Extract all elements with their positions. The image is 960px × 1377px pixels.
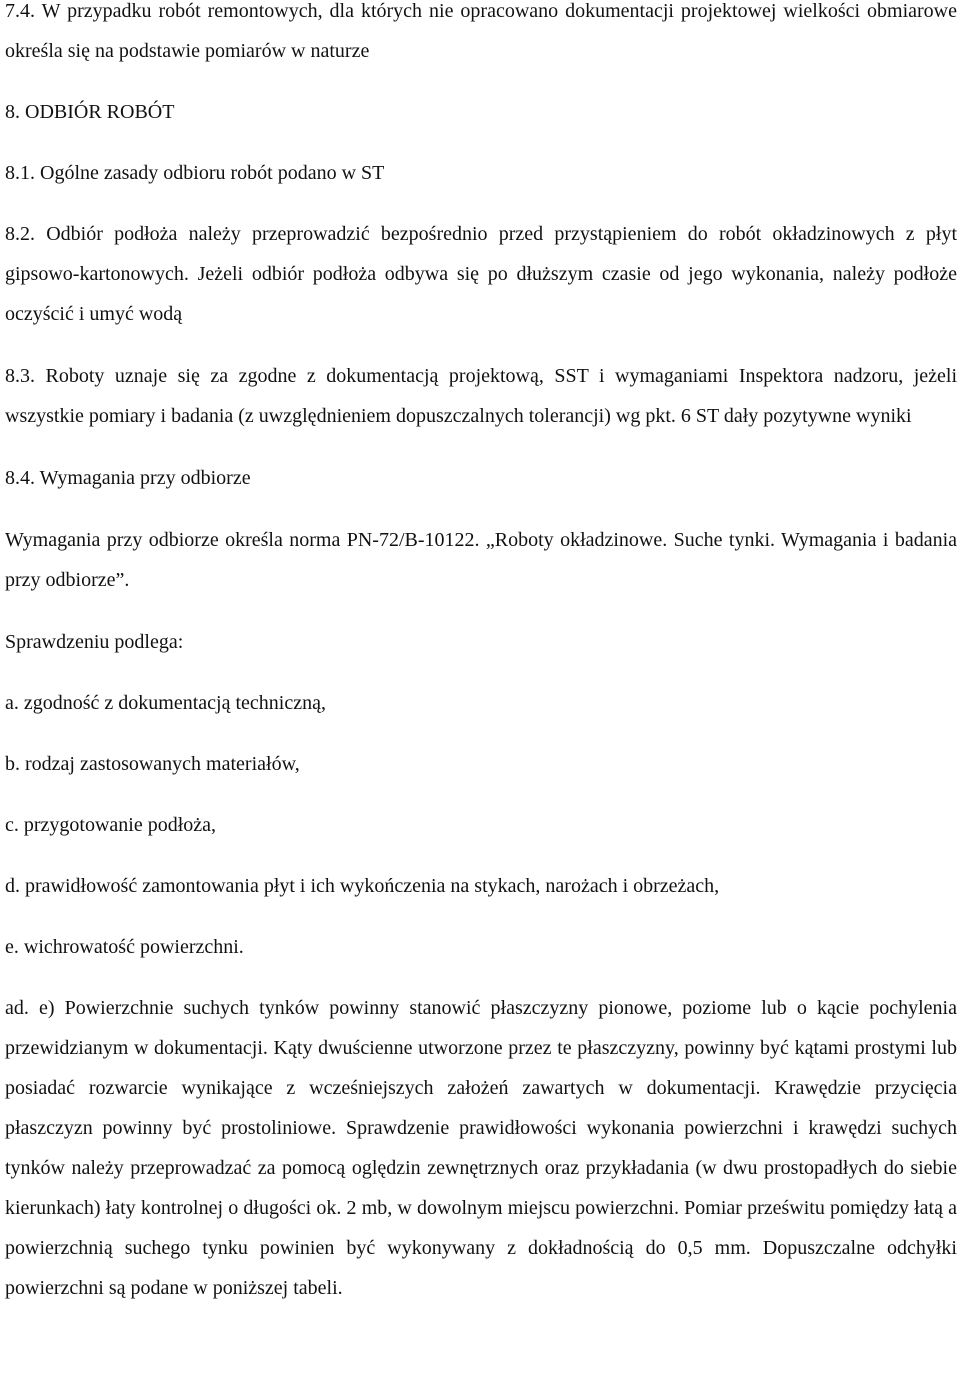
list-item-b: b. rodzaj zastosowanych materiałów, — [5, 753, 300, 775]
list-item-a: a. zgodność z dokumentacją techniczną, — [5, 692, 326, 714]
paragraph-7-4: 7.4. W przypadku robót remontowych, dla których nie opracowano dokumentacji projektowej wielkości obmiarowe określa się na podstawie pomiarów w naturze — [5, 0, 957, 62]
paragraph-sprawdzeniu: Sprawdzeniu podlega: — [5, 631, 184, 653]
list-item-c: c. przygotowanie podłoża, — [5, 814, 217, 836]
section-heading-8: 8. ODBIÓR ROBÓT — [5, 101, 175, 123]
paragraph-8-3: 8.3. Roboty uznaje się za zgodne z dokumentacją projektową, SST i wymaganiami Inspektora nadzoru, jeżeli wszystkie pomiary i badania (z uwzględnieniem dopuszczalnych tolerancji) wg pkt. 6 ST dały pozytywne wyniki — [5, 365, 957, 427]
document-page — [5, 0, 957, 1308]
paragraph-ad-e: ad. e) Powierzchnie suchych tynków powinny stanowić płaszczyzny pionowe, poziome lub o kącie pochylenia przewidzianym w dokumentacji. Kąty dwuścienne utworzone przez te płaszczyzny, powinny być kątami prostymi lub posiadać rozwarcie wynikające z wcześniejszych założeń zawartych w dokumentacji. Krawędzie przycięcia płaszczyzn powinny być prostoliniowe. Sprawdzenie prawidłowości wykonania powierzchni i krawędzi suchych tynków należy przeprowadzać za pomocą oględzin zewnętrznych oraz przykładania (w dwu prostopadłych do siebie kierunkach) łaty kontrolnej o długości ok. 2 mb, w dowolnym miejscu powierzchni. Pomiar prześwitu pomiędzy łatą a powierzchnią suchego tynku powinien być wykonywany z dokładnością do 0,5 mm. Dopuszczalne odchyłki powierzchni są podane w poniższej tabeli. — [5, 997, 957, 1299]
list-item-e: e. wichrowatość powierzchni. — [5, 936, 244, 958]
paragraph-8-4: 8.4. Wymagania przy odbiorze — [5, 467, 251, 489]
list-item-d: d. prawidłowość zamontowania płyt i ich wykończenia na stykach, narożach i obrzeżach, — [5, 875, 720, 897]
paragraph-norma: Wymagania przy odbiorze określa norma PN-72/B-10122. „Roboty okładzinowe. Suche tynki. Wymagania i badania przy odbiorze”. — [5, 529, 957, 591]
paragraph-8-1: 8.1. Ogólne zasady odbioru robót podano w ST — [5, 162, 385, 184]
paragraph-8-2: 8.2. Odbiór podłoża należy przeprowadzić bezpośrednio przed przystąpieniem do robót okładzinowych z płyt gipsowo-kartonowych. Jeżeli odbiór podłoża odbywa się po dłuższym czasie od jego wykonania, należy podłoże oczyścić i umyć wodą — [5, 223, 957, 325]
